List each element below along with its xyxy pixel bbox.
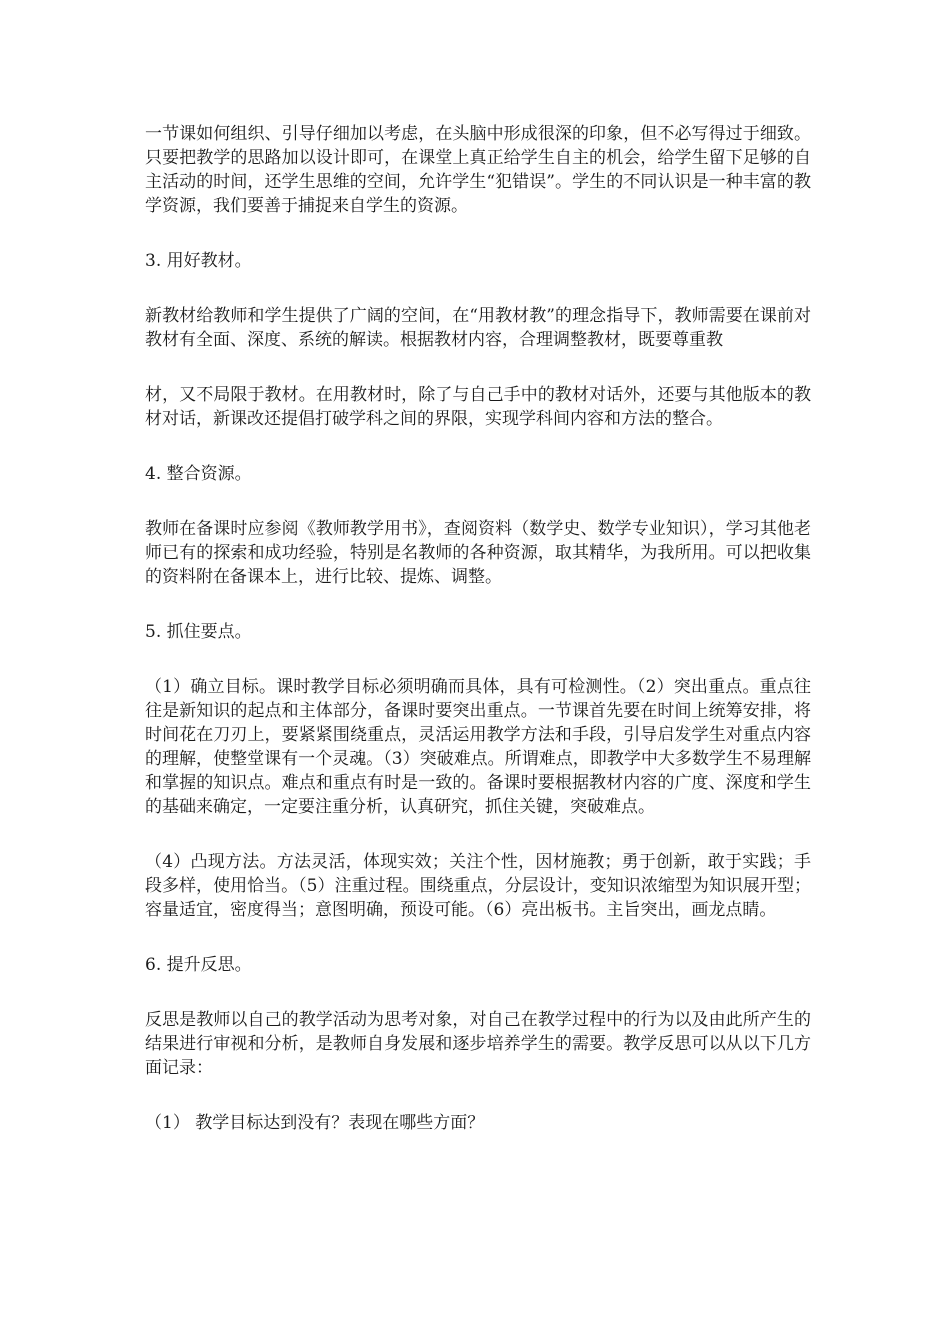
heading-integrate-resources: 4. 整合资源。 — [145, 464, 252, 484]
heading-reflection: 6. 提升反思。 — [145, 955, 252, 975]
heading-key-points: 5. 抓住要点。 — [145, 622, 252, 642]
paragraph-reflection: 反思是教师以自己的教学活动为思考对象，对自己在教学过程中的行为以及由此所产生的结果进行审视和分析，是教师自身发展和逐步培养学生的需要。教学反思可以从以下几方面记录： — [145, 1010, 811, 1078]
paragraph-textbook-2: 材，又不局限于教材。在用教材时，除了与自己手中的教材对话外，还要与其他版本的教材对话，新课改还提倡打破学科之间的界限，实现学科间内容和方法的整合。 — [145, 385, 811, 429]
paragraph-key-points-2: （4）凸现方法。方法灵活，体现实效；关注个性，因材施教；勇于创新，敢于实践；手段多样，使用恰当。（5）注重过程。围绕重点，分层设计，变知识浓缩型为知识展开型；容量适宜，密度得当；意图明确，预设可能。（6）亮出板书。主旨突出，画龙点睛。 — [145, 852, 811, 920]
paragraph-textbook-1: 新教材给教师和学生提供了广阔的空间，在“用教材教”的理念指导下，教师需要在课前对教材有全面、深度、系统的解读。根据教材内容，合理调整教材，既要尊重教 — [145, 306, 811, 350]
paragraph-intro: 一节课如何组织、引导仔细加以考虑，在头脑中形成很深的印象，但不必写得过于细致。只要把教学的思路加以设计即可，在课堂上真正给学生自主的机会，给学生留下足够的自主活动的时间，还学生思维的空间，允许学生“犯错误”。学生的不同认识是一种丰富的教学资源，我们要善于捕捉来自学生的资源。 — [145, 124, 811, 216]
heading-use-textbook: 3. 用好教材。 — [145, 251, 252, 271]
paragraph-resources: 教师在备课时应参阅《教师教学用书》，查阅资料（数学史、数学专业知识），学习其他老师已有的探索和成功经验，特别是名教师的各种资源，取其精华，为我所用。可以把收集的资料附在备课本上，进行比较、提炼、调整。 — [145, 519, 811, 587]
document-body — [145, 122, 811, 1166]
paragraph-key-points-1: （1）确立目标。课时教学目标必须明确而具体，具有可检测性。（2）突出重点。重点往往是新知识的起点和主体部分，备课时要突出重点。一节课首先要在时间上统筹安排，将时间花在刀刃上，要紧紧围绕重点，灵活运用教学方法和手段，引导启发学生对重点内容的理解，使整堂课有一个灵魂。（3）突破难点。所谓难点，即教学中大多数学生不易理解和掌握的知识点。难点和重点有时是一致的。备课时要根据教材内容的广度、深度和学生的基础来确定，一定要注重分析，认真研究，抓住关键，突破难点。 — [145, 677, 811, 817]
list-item-reflection-1: （1） 教学目标达到没有？表现在哪些方面？ — [145, 1113, 485, 1133]
